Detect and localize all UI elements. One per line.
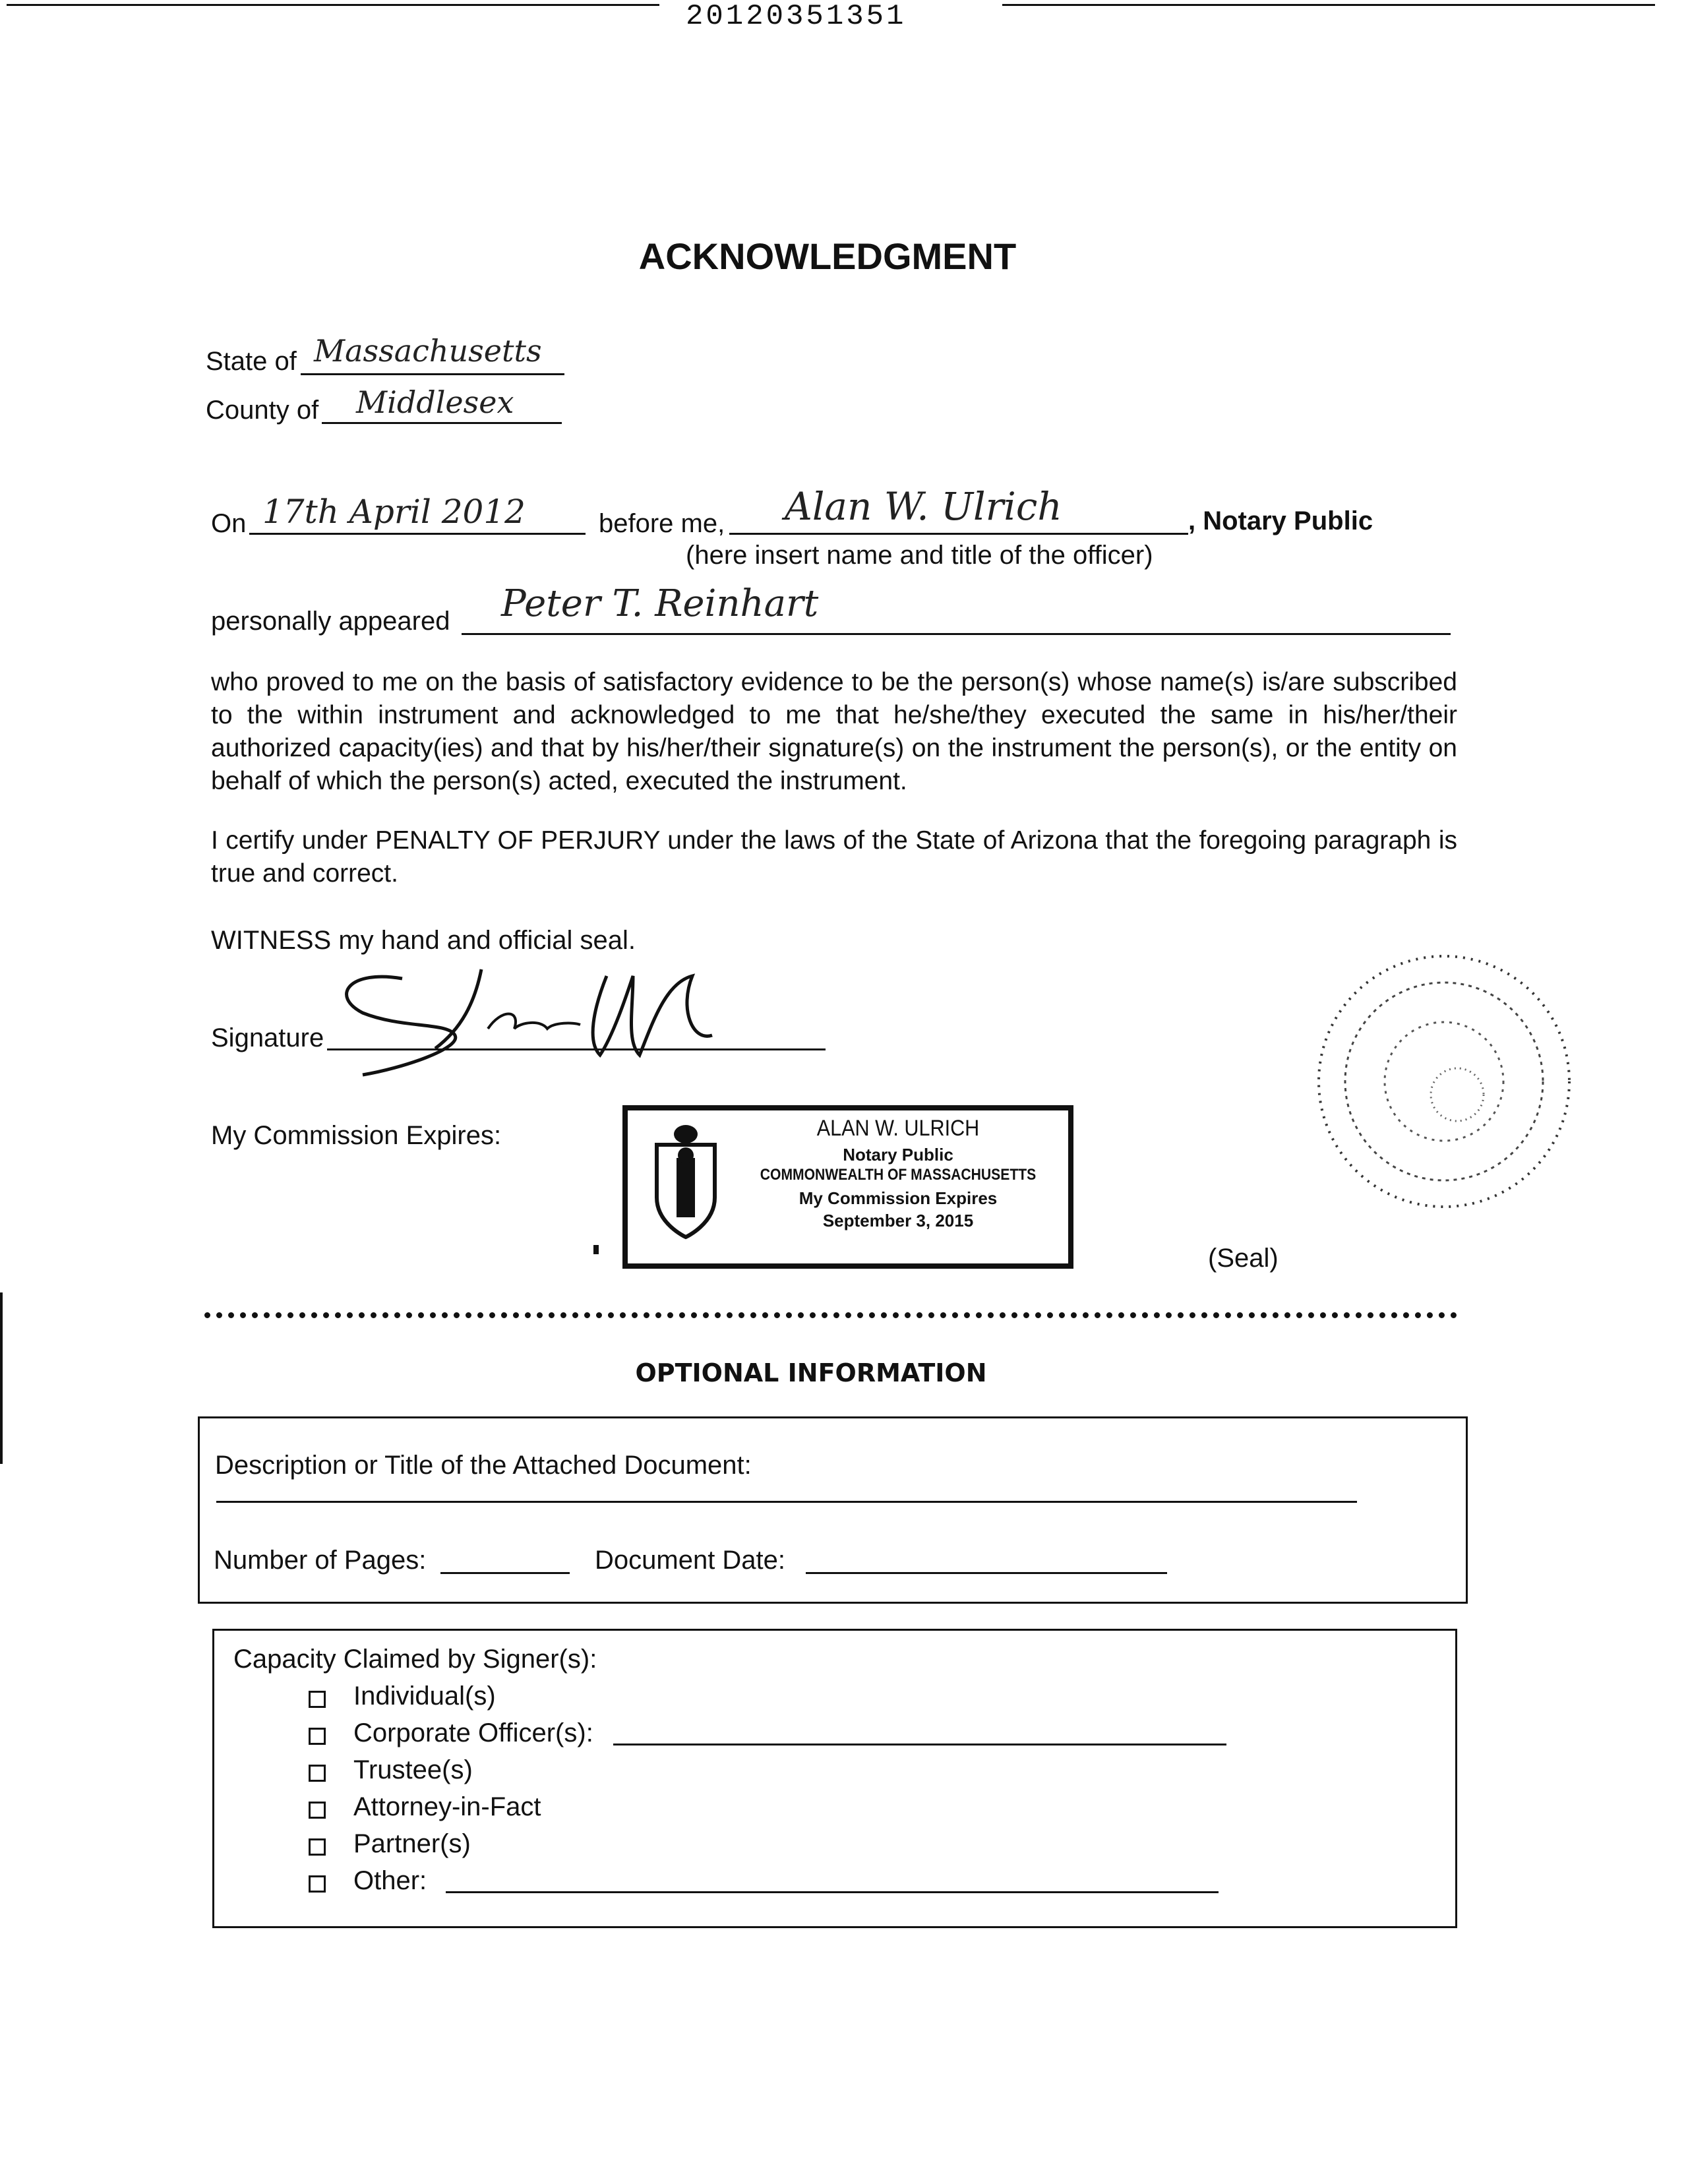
county-value: Middlesex bbox=[356, 384, 514, 420]
before-me-label: before me, bbox=[599, 509, 725, 538]
county-label: County of bbox=[206, 396, 319, 425]
notary-stamp bbox=[622, 1105, 1073, 1269]
seal-label: (Seal) bbox=[1208, 1244, 1279, 1273]
appeared-line bbox=[462, 633, 1451, 635]
appeared-value: Peter T. Reinhart bbox=[501, 582, 819, 625]
checkbox-trustee[interactable] bbox=[309, 1765, 326, 1782]
notary-public-label: , Notary Public bbox=[1188, 506, 1373, 535]
dotted-divider bbox=[204, 1312, 1457, 1318]
body-paragraph: who proved to me on the basis of satisfactory evidence to be the person(s) whose name(s) is/are subscribed to the within instrument and acknowledged to me that he/she/they executed the same in his/her/their authorized capacity(ies) and that by his/her/their signature(s) on the instrument the person(s), or the entity on behalf of which the person(s) acted, executed the instrument. bbox=[211, 668, 1457, 795]
optional-heading: OPTIONAL INFORMATION bbox=[635, 1358, 987, 1387]
checkbox-individual[interactable] bbox=[309, 1691, 326, 1708]
capacity-heading: Capacity Claimed by Signer(s): bbox=[233, 1645, 597, 1674]
stray-mark bbox=[593, 1245, 599, 1254]
checkbox-partner[interactable] bbox=[309, 1838, 326, 1856]
top-rule-left bbox=[7, 4, 659, 6]
officer-hint: (here insert name and title of the officer) bbox=[686, 541, 1153, 570]
witness-text: WITNESS my hand and official seal. bbox=[211, 926, 636, 955]
county-line bbox=[322, 422, 562, 424]
capacity-individual: Individual(s) bbox=[353, 1682, 496, 1711]
date-line bbox=[249, 533, 586, 535]
description-label: Description or Title of the Attached Document: bbox=[215, 1451, 752, 1480]
commission-label: My Commission Expires: bbox=[211, 1121, 502, 1150]
signature-image bbox=[323, 956, 771, 1081]
stamp-title: Notary Public bbox=[843, 1145, 953, 1165]
checkbox-corporate-officer[interactable] bbox=[309, 1728, 326, 1745]
capacity-corporate-officer: Corporate Officer(s): bbox=[353, 1718, 593, 1747]
checkbox-attorney-in-fact[interactable] bbox=[309, 1802, 326, 1819]
capacity-attorney-in-fact: Attorney-in-Fact bbox=[353, 1792, 541, 1821]
stamp-jurisdiction: COMMONWEALTH OF MASSACHUSETTS bbox=[760, 1166, 1037, 1184]
document-date-line[interactable] bbox=[806, 1572, 1167, 1574]
other-line[interactable] bbox=[446, 1891, 1219, 1893]
officer-value: Alan W. Ulrich bbox=[785, 484, 1062, 529]
commonwealth-crest-icon bbox=[646, 1118, 725, 1244]
stamp-expires-date: September 3, 2015 bbox=[822, 1211, 974, 1230]
description-line[interactable] bbox=[216, 1501, 1357, 1503]
perjury-paragraph: I certify under PENALTY OF PERJURY under the laws of the State of Arizona that the foregoing paragraph is true and correct. bbox=[211, 826, 1457, 888]
on-label: On bbox=[211, 509, 247, 538]
appeared-label: personally appeared bbox=[211, 607, 450, 636]
signature-label: Signature bbox=[211, 1023, 324, 1052]
state-label: State of bbox=[206, 347, 297, 376]
top-rule-right bbox=[1002, 4, 1655, 6]
pages-line[interactable] bbox=[440, 1572, 570, 1574]
date-value: 17th April 2012 bbox=[262, 493, 526, 531]
capacity-trustee: Trustee(s) bbox=[353, 1755, 473, 1784]
stamp-name: ALAN W. ULRICH bbox=[816, 1116, 980, 1141]
officer-line bbox=[729, 533, 1188, 535]
scan-edge-mark bbox=[0, 1292, 3, 1464]
capacity-partner: Partner(s) bbox=[353, 1829, 471, 1858]
notary-embossed-seal bbox=[1306, 943, 1582, 1220]
checkbox-other[interactable] bbox=[309, 1875, 326, 1893]
stamp-expires-label: My Commission Expires bbox=[799, 1188, 998, 1208]
document-date-label: Document Date: bbox=[595, 1546, 786, 1575]
pages-label: Number of Pages: bbox=[214, 1546, 427, 1575]
corporate-officer-line[interactable] bbox=[613, 1744, 1226, 1745]
state-line bbox=[301, 373, 564, 375]
capacity-other: Other: bbox=[353, 1866, 427, 1895]
document-number: 20120351351 bbox=[686, 0, 907, 33]
page-title: ACKNOWLEDGMENT bbox=[638, 235, 1017, 277]
state-value: Massachusetts bbox=[314, 333, 542, 369]
